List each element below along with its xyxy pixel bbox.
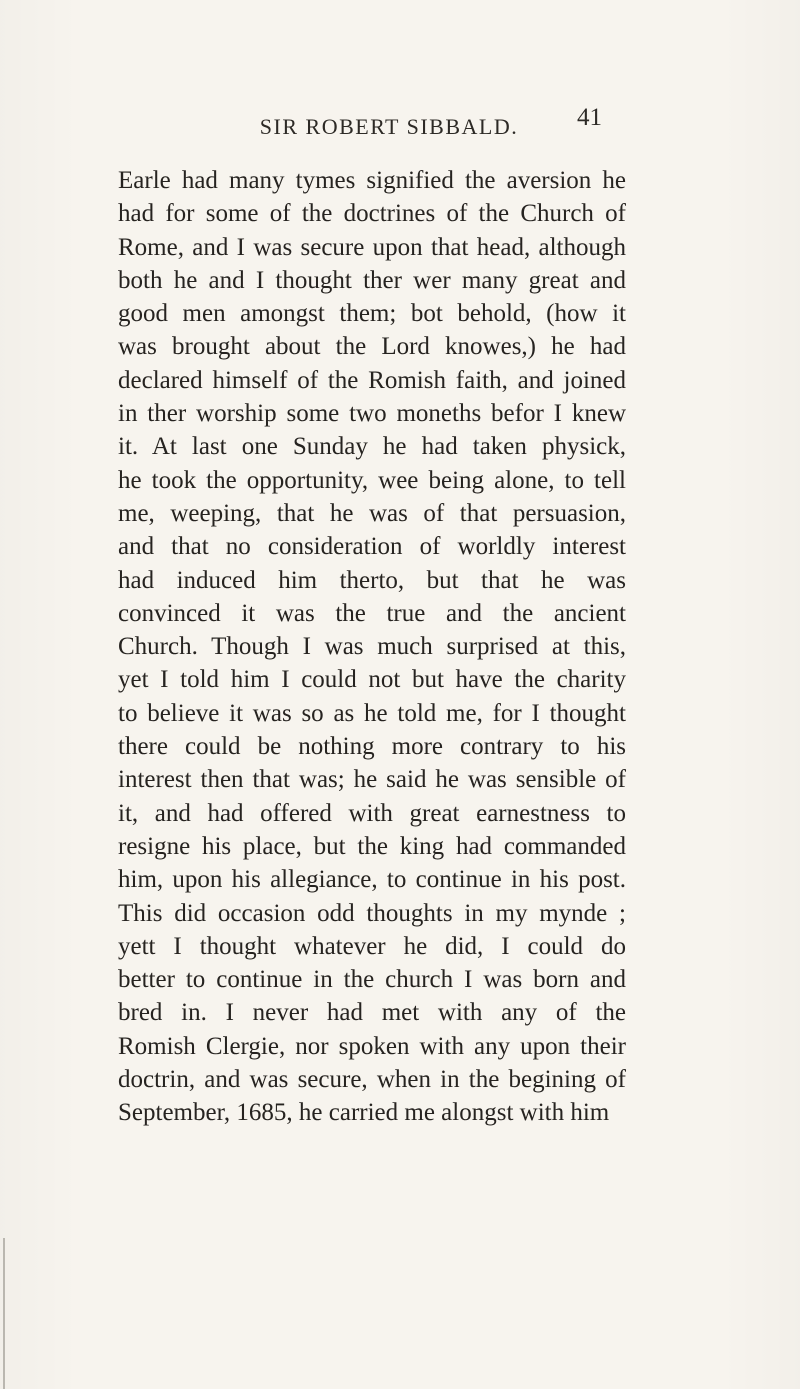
text-line: good men amongst them; bot behold, (how it xyxy=(118,300,626,328)
text-line: to believe it was so as he told me, for I thought xyxy=(118,699,626,727)
text-line: had induced him therto, but that he was xyxy=(118,566,626,594)
text-line: September, 1685, he carried me alongst with him xyxy=(118,1099,610,1127)
text-line: me, weeping, that he was of that persuasion, xyxy=(118,499,626,527)
text-line: it. At last one Sunday he had taken physick, xyxy=(118,433,626,461)
text-line: it, and had offered with great earnestness to xyxy=(118,799,626,827)
text-line: both he and I thought ther wer many great and xyxy=(118,266,626,294)
text-line: yett I thought whatever he did, I could do xyxy=(118,932,626,960)
text-line: he took the opportunity, wee being alone, to tell xyxy=(118,466,626,494)
body-text xyxy=(118,164,626,1130)
text-line: had for some of the doctrines of the Church of xyxy=(118,200,626,228)
text-line: interest then that was; he said he was sensible of xyxy=(118,766,626,794)
text-line: Church. Though I was much surprised at this, xyxy=(118,633,626,661)
text-line: convinced it was the true and the ancient xyxy=(118,599,626,627)
text-line: Earle had many tymes signified the aversion he xyxy=(118,167,626,194)
text-line: him, upon his allegiance, to continue in his post. xyxy=(118,866,626,894)
text-line: Romish Clergie, nor spoken with any upon their xyxy=(118,1032,626,1060)
text-line: and that no consideration of worldly interest xyxy=(118,533,626,561)
running-title: SIR ROBERT SIBBALD. xyxy=(259,114,519,139)
page-edge-shadow xyxy=(3,1238,5,1389)
text-line: bred in. I never had met with any of the xyxy=(118,999,626,1027)
text-line: there could be nothing more contrary to his xyxy=(118,733,626,761)
text-line: yet I told him I could not but have the charity xyxy=(118,666,626,694)
page-number: 41 xyxy=(577,104,602,131)
text-line: declared himself of the Romish faith, and joined xyxy=(118,366,626,394)
text-line: This did occasion odd thoughts in my mynde ; xyxy=(118,899,626,927)
text-line: in ther worship some two moneths befor I knew xyxy=(118,400,626,428)
text-line: was brought about the Lord knowes,) he had xyxy=(118,333,626,361)
text-line: doctrin, and was secure, when in the begining of xyxy=(118,1066,626,1094)
text-line: better to continue in the church I was born and xyxy=(118,966,626,994)
text-line: Rome, and I was secure upon that head, although xyxy=(118,233,626,261)
text-line: resigne his place, but the king had commanded xyxy=(118,832,626,860)
